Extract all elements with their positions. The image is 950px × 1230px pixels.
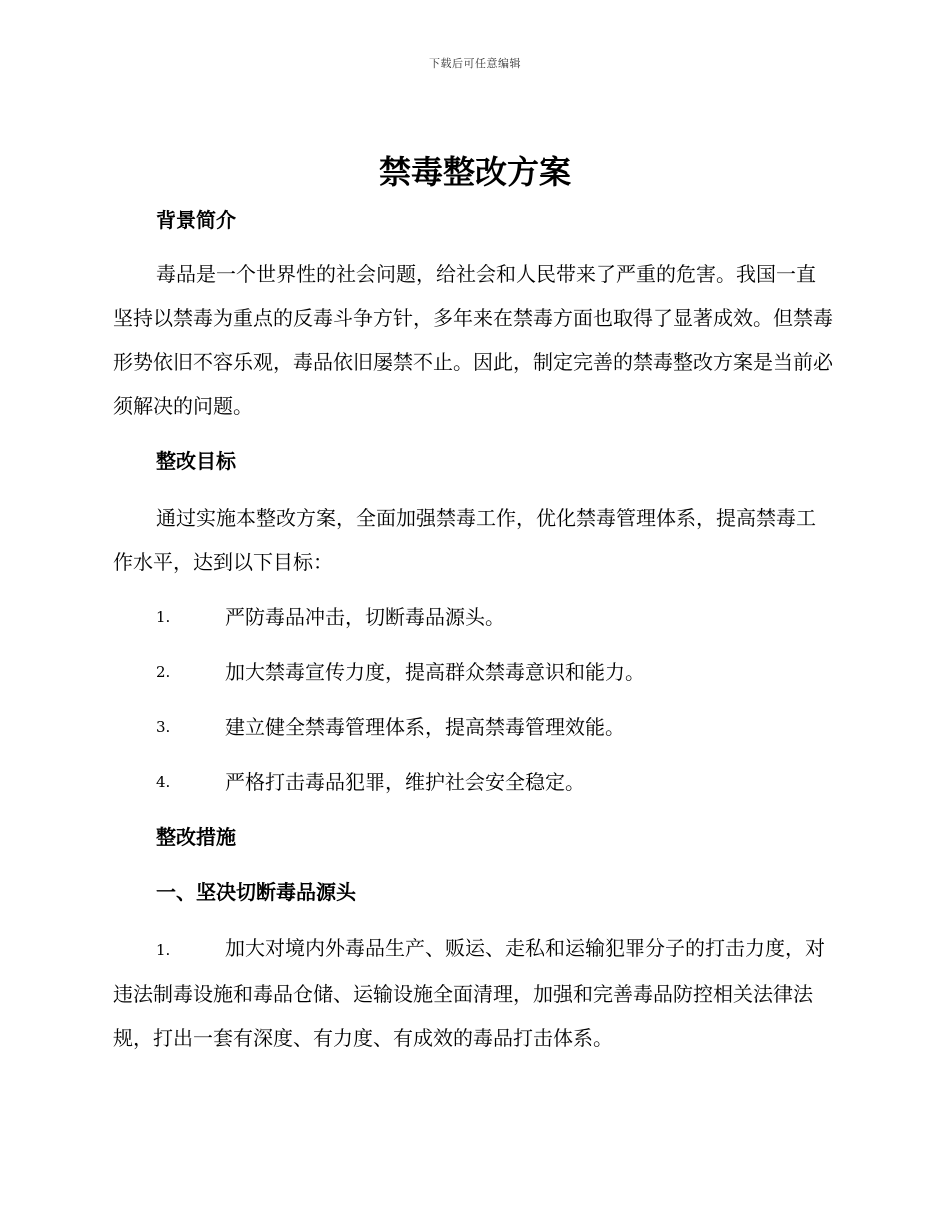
goals-paragraph: 通过实施本整改方案，全面加强禁毒工作，优化禁毒管理体系，提高禁毒工作水平，达到以下目标： <box>113 506 816 574</box>
list-item <box>113 650 833 694</box>
section-heading-measures: 整改措施 <box>156 825 236 849</box>
list-item <box>113 705 833 749</box>
background-paragraph: 毒品是一个世界性的社会问题，给社会和人民带来了严重的危害。我国一直坚持以禁毒为重点的反毒斗争方针，多年来在禁毒方面也取得了显著成效。但禁毒形势依旧不容乐观，毒品依旧屡禁不止。因此，制定完善的禁毒整改方案是当前必须解决的问题。 <box>113 262 833 418</box>
measure-item-number: 1. <box>156 941 171 959</box>
list-item <box>113 760 833 804</box>
list-item-number: 3. <box>156 718 171 736</box>
document-body <box>113 200 833 1060</box>
subsection-heading-cut-source: 一、坚决切断毒品源头 <box>156 880 356 904</box>
list-item-number: 1. <box>156 608 171 626</box>
list-item-number: 4. <box>156 773 171 791</box>
section-heading-goals: 整改目标 <box>156 449 236 473</box>
list-item-number: 2. <box>156 663 171 681</box>
list-item-text: 严格打击毒品犯罪，维护社会安全稳定。 <box>225 770 585 794</box>
measure-item-paragraph <box>113 926 833 1060</box>
section-heading-background: 背景简介 <box>156 208 236 232</box>
page-header-note: 下载后可任意编辑 <box>429 57 521 70</box>
list-item-text: 建立健全禁毒管理体系，提高禁毒管理效能。 <box>225 715 625 739</box>
list-item-text: 加大禁毒宣传力度，提高群众禁毒意识和能力。 <box>225 660 645 684</box>
document-title: 禁毒整改方案 <box>378 153 571 191</box>
list-item <box>113 595 833 639</box>
measure-item-text: 加大对境内外毒品生产、贩运、走私和运输犯罪分子的打击力度，对违法制毒设施和毒品仓储、运输设施全面清理，加强和完善毒品防控相关法律法规，打出一套有深度、有力度、有成效的毒品打击体系。 <box>113 936 825 1050</box>
list-item-text: 严防毒品冲击，切断毒品源头。 <box>225 605 505 629</box>
